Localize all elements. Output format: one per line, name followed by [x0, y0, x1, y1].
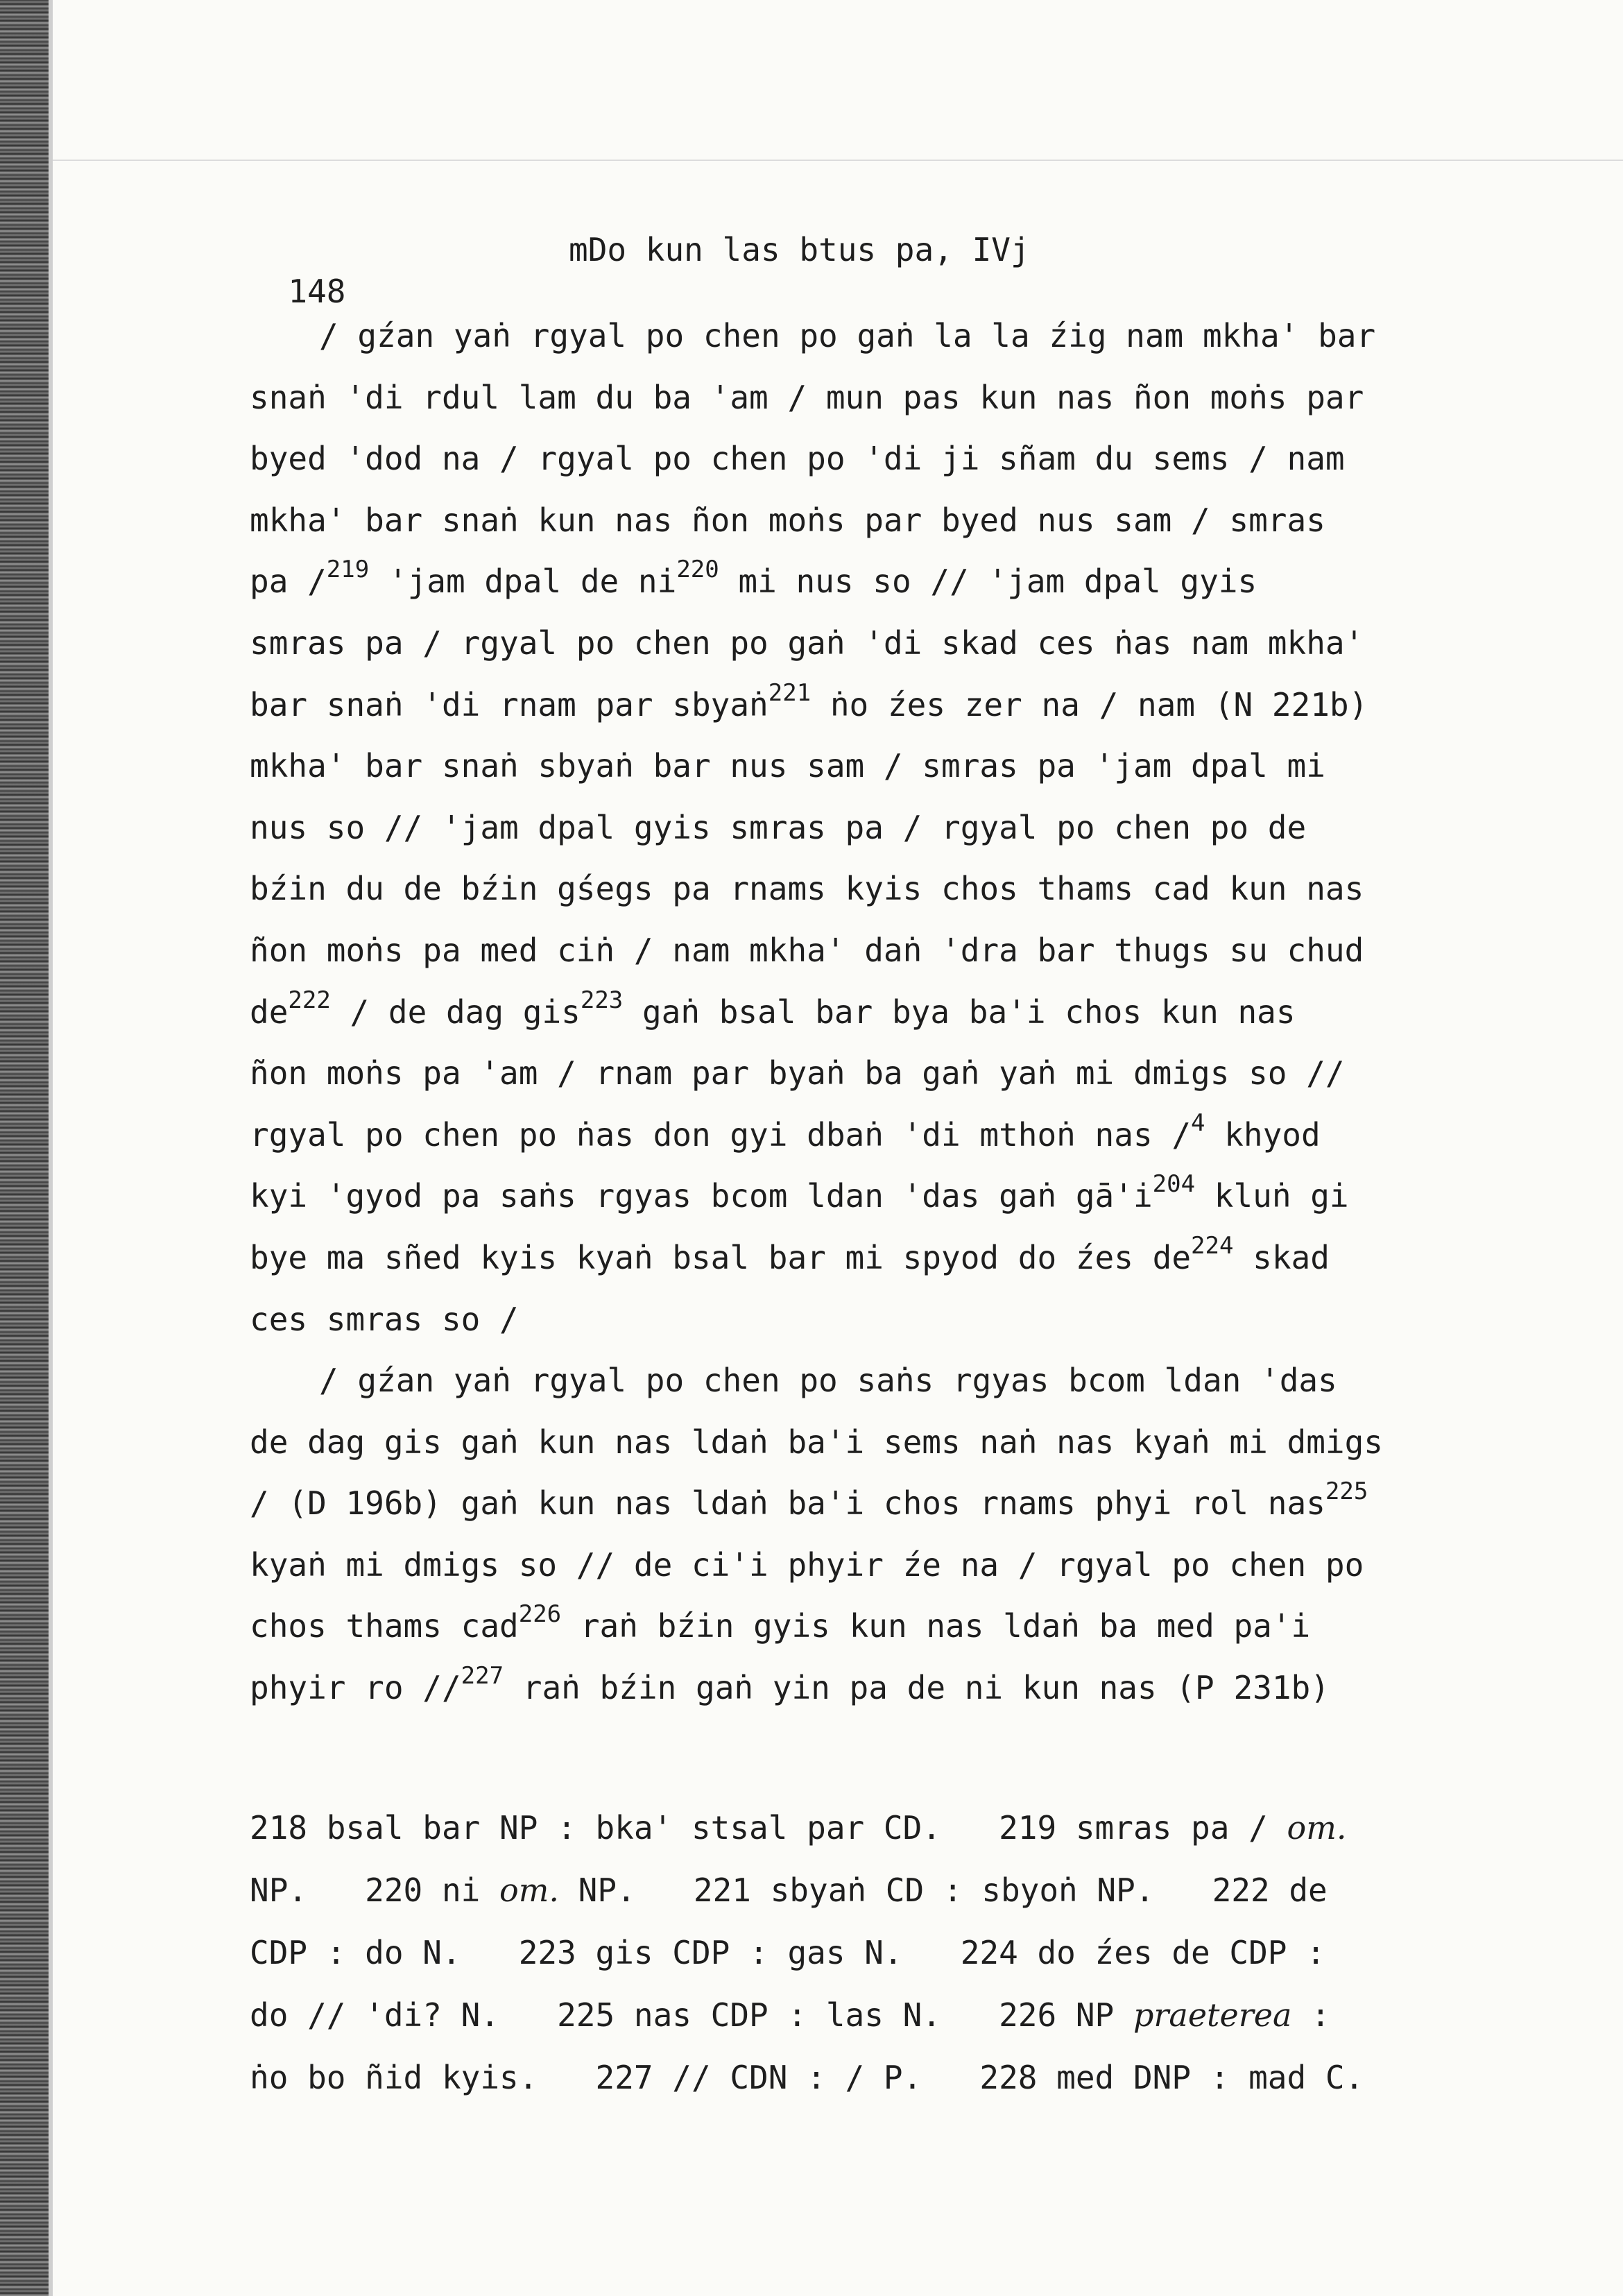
- footnote-ref: 223: [580, 986, 624, 1014]
- text-line: bźin du de bźin gśegs pa rnams kyis chos thams cad kun nas: [250, 870, 1364, 908]
- text-line: snaṅ 'di rdul lam du ba 'am / mun pas kun nas ñon moṅs par: [250, 378, 1364, 416]
- footnote-ref: 220: [676, 556, 719, 584]
- text-line: ces smras so /: [250, 1300, 519, 1338]
- footnote-line: 218 bsal bar NP : bka' stsal par CD. 219 smras pa / om.: [250, 1809, 1347, 1847]
- footnote-line: ṅo bo ñid kyis. 227 // CDN : / P. 228 med DNP : mad C.: [250, 2059, 1364, 2096]
- footnote-line: do // 'di? N. 225 nas CDP : las N. 226 NP praeterea :: [250, 1996, 1330, 2034]
- text-line: mkha' bar snaṅ sbyaṅ bar nus sam / smras pa 'jam dpal mi: [250, 747, 1325, 785]
- text-line: pa /$^{219}$ 'jam dpal de $ni^{220}$ mi nus so // 'jam dpal gyis: [250, 556, 1257, 601]
- text-line: ñon moṅs pa med ciṅ / nam mkha' daṅ 'dra bar thugs su chud: [250, 931, 1364, 969]
- footnote-line: CDP : do N. 223 gis CDP : gas N. 224 do źes de CDP :: [250, 1934, 1325, 1971]
- text-line: mkha' bar snaṅ kun nas ñon moṅs par byed nus sam / smras: [250, 501, 1325, 539]
- text-line: rgyal po chen po ṅas don gyi dbaṅ 'di mthoṅ nas /$^4$ khyod: [250, 1108, 1321, 1154]
- footnote-ref: 225: [1325, 1477, 1368, 1506]
- text-line: byed 'dod na / rgyal po chen po 'di ji sñam du sems / nam: [250, 440, 1345, 478]
- footnote-ref: 226: [518, 1600, 562, 1629]
- footnote-ref: 204: [1152, 1170, 1196, 1199]
- page-number: 148: [288, 273, 346, 310]
- footnote-ref: 222: [288, 986, 331, 1014]
- footnote-ref: 227: [461, 1662, 504, 1690]
- text-line: / gźan yaṅ rgyal po chen po gaṅ la la źig nam mkha' bar: [319, 317, 1376, 354]
- text-line: / gźan yaṅ rgyal po chen po saṅs rgyas bcom ldan 'das: [319, 1362, 1337, 1400]
- scan-artifact-line: [53, 160, 1623, 161]
- footnote-line: NP. 220 ni om. NP. 221 sbyaṅ CD : sbyoṅ NP. 222 de: [250, 1871, 1328, 1909]
- footnotes: [250, 1797, 1498, 2109]
- book-binding-edge: [0, 0, 49, 2296]
- text-line: phyir ro //$^{227}$ raṅ bźin gaṅ yin pa de ni kun nas (P 231b): [250, 1662, 1330, 1707]
- footnote-ref: 4: [1191, 1108, 1205, 1137]
- binding-shadow: [49, 0, 53, 2296]
- text-line: / (D 196b) gaṅ kun nas ldaṅ ba'i chos rnams phyi rol nas$^{225}$: [250, 1477, 1368, 1523]
- text-line: kyaṅ mi dmigs so // de ci'i phyir źe na / rgyal po chen po: [250, 1545, 1364, 1584]
- text-line: bye ma sñed kyis kyaṅ bsal bar mi spyod do źes $de^{224}$ skad: [250, 1231, 1330, 1276]
- footnote-ref: 221: [768, 678, 812, 707]
- body-text: [250, 305, 1498, 1719]
- text-line: bar snaṅ 'di rnam par sbyaṅ$^{221}$ ṅo źes zer na / nam (N 221b): [250, 678, 1368, 723]
- running-title: mDo kun las btus pa, IVj: [569, 231, 1030, 268]
- text-line: smras pa / rgyal po chen po gaṅ 'di skad ces ṅas nam mkha': [250, 624, 1364, 662]
- text-line: $de^{222}$ / de dag gis$^{223}$ gaṅ bsal bar bya ba'i chos kun nas: [250, 986, 1296, 1031]
- text-line: nus so // 'jam dpal gyis smras pa / rgyal po chen po de: [250, 808, 1307, 846]
- text-line: ñon moṅs pa 'am / rnam par byaṅ ba gaṅ yaṅ mi dmigs so //: [250, 1054, 1345, 1093]
- footnote-ref: 224: [1191, 1231, 1234, 1260]
- text-line: kyi 'gyod pa saṅs rgyas bcom ldan 'das gaṅ $gā'i^{204}$ kluṅ gi: [250, 1170, 1349, 1215]
- text-line: de dag gis gaṅ kun nas ldaṅ ba'i sems naṅ nas kyaṅ mi dmigs: [250, 1423, 1383, 1461]
- text-line: chos thams cad$^{226}$ raṅ bźin gyis kun nas ldaṅ ba med pa'i: [250, 1600, 1311, 1645]
- footnote-ref: 219: [326, 556, 370, 584]
